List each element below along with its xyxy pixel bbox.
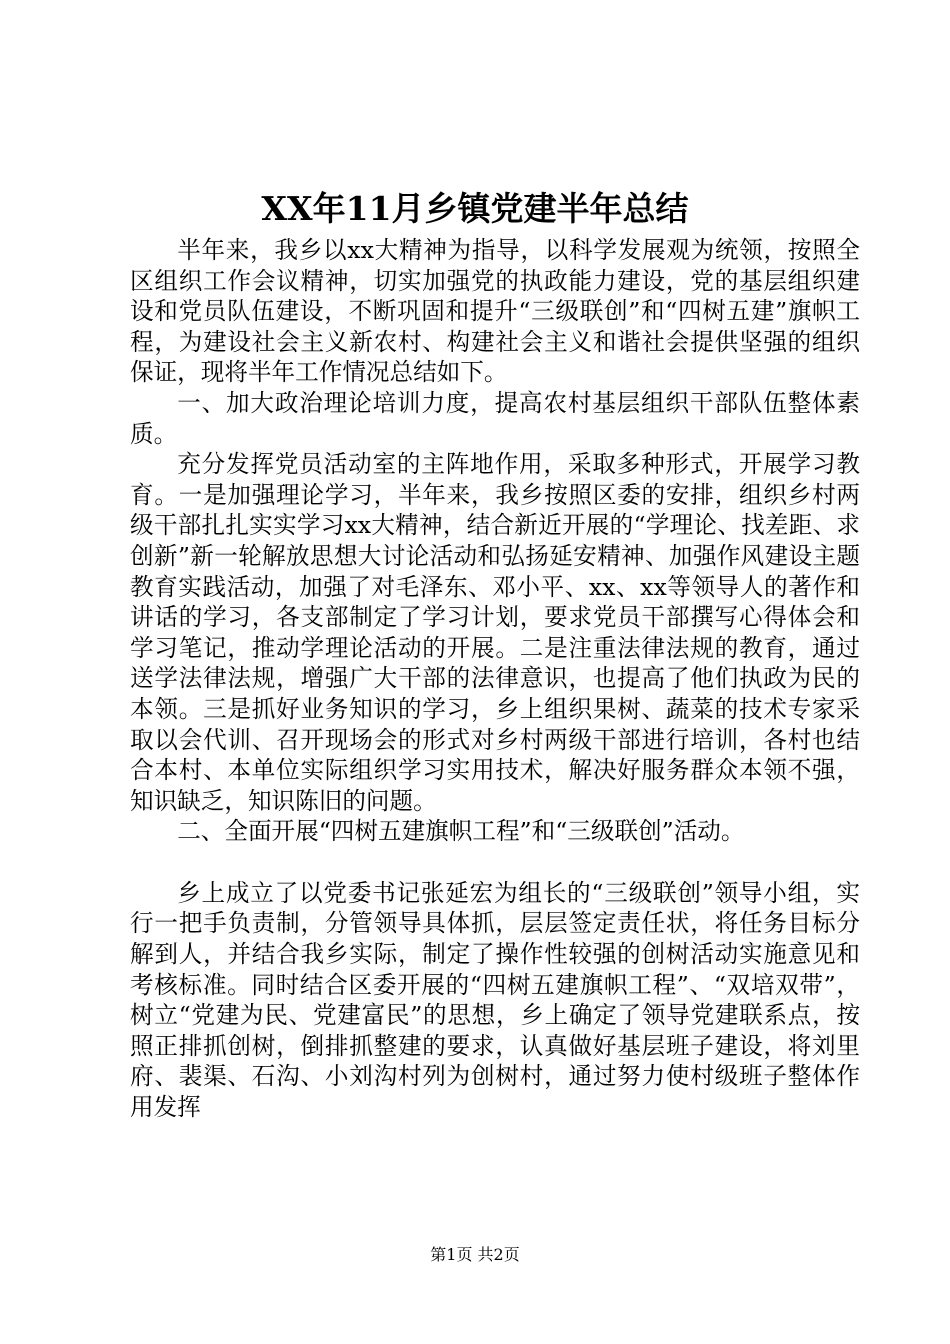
section-heading-2: 二、全面开展“四树五建旗帜工程”和“三级联创”活动。 bbox=[177, 817, 745, 846]
blank-line bbox=[130, 847, 860, 878]
section-heading-1: 一、加大政治理论培训力度，提高农村基层组织干部队伍整体素质。 bbox=[130, 388, 860, 448]
section-1-paragraph: 充分发挥党员活动室的主阵地作用，采取多种形式，开展学习教育。一是加强理论学习，半年来，我乡按照区委的安排，组织乡村两级干部扎扎实实学习xx大精神，结合新近开展的“学理论、找差距、求创新”新一轮解放思想大讨论活动和弘扬延安精神、加强作风建设主题教育实践活动，加强了对毛泽东、邓小平、xx、xx等领导人的著作和讲话的学习，各支部制定了学习计划，要求党员干部撰写心得体会和学习笔记，推动学理论活动的开展。二是注重法律法规的教育，通过送学法律法规，增强广大干部的法律意识，也提高了他们执政为民的本领。三是抓好业务知识的学习，乡上组织果树、蔬菜的技术专家采取以会代训、召开现场会的形式对乡村两级干部进行培训，各村也结合本村、本单位实际组织学习实用技术，解决好服务群众本领不强，知识缺乏，知识陈旧的问题。 bbox=[130, 450, 860, 815]
intro-paragraph: 半年来，我乡以xx大精神为指导，以科学发展观为统领，按照全区组织工作会议精神，切实加强党的执政能力建设，党的基层组织建设和党员队伍建设，不断巩固和提升“三级联创”和“四树五建”旗帜工程，为建设社会主义新农村、构建社会主义和谐社会提供坚强的组织保证，现将半年工作情况总结如下。 bbox=[130, 236, 860, 387]
document-body bbox=[130, 235, 860, 1123]
page-number-footer: 第1页 共2页 bbox=[430, 1245, 520, 1264]
document-title: XX年11月乡镇党建半年总结 bbox=[261, 189, 689, 228]
section-2-paragraph: 乡上成立了以党委书记张延宏为组长的“三级联创”领导小组，实行一把手负责制，分管领导具体抓，层层签定责任状，将任务目标分解到人，并结合我乡实际，制定了操作性较强的创树活动实施意见和考核标准。同时结合区委开展的“四树五建旗帜工程”、“双培双带”，树立“党建为民、党建富民”的思想，乡上确定了领导党建联系点，按照正排抓创树，倒排抓整建的要求，认真做好基层班子建设，将刘里府、裴渠、石沟、小刘沟村列为创树村，通过努力使村级班子整体作用发挥 bbox=[130, 878, 860, 1122]
